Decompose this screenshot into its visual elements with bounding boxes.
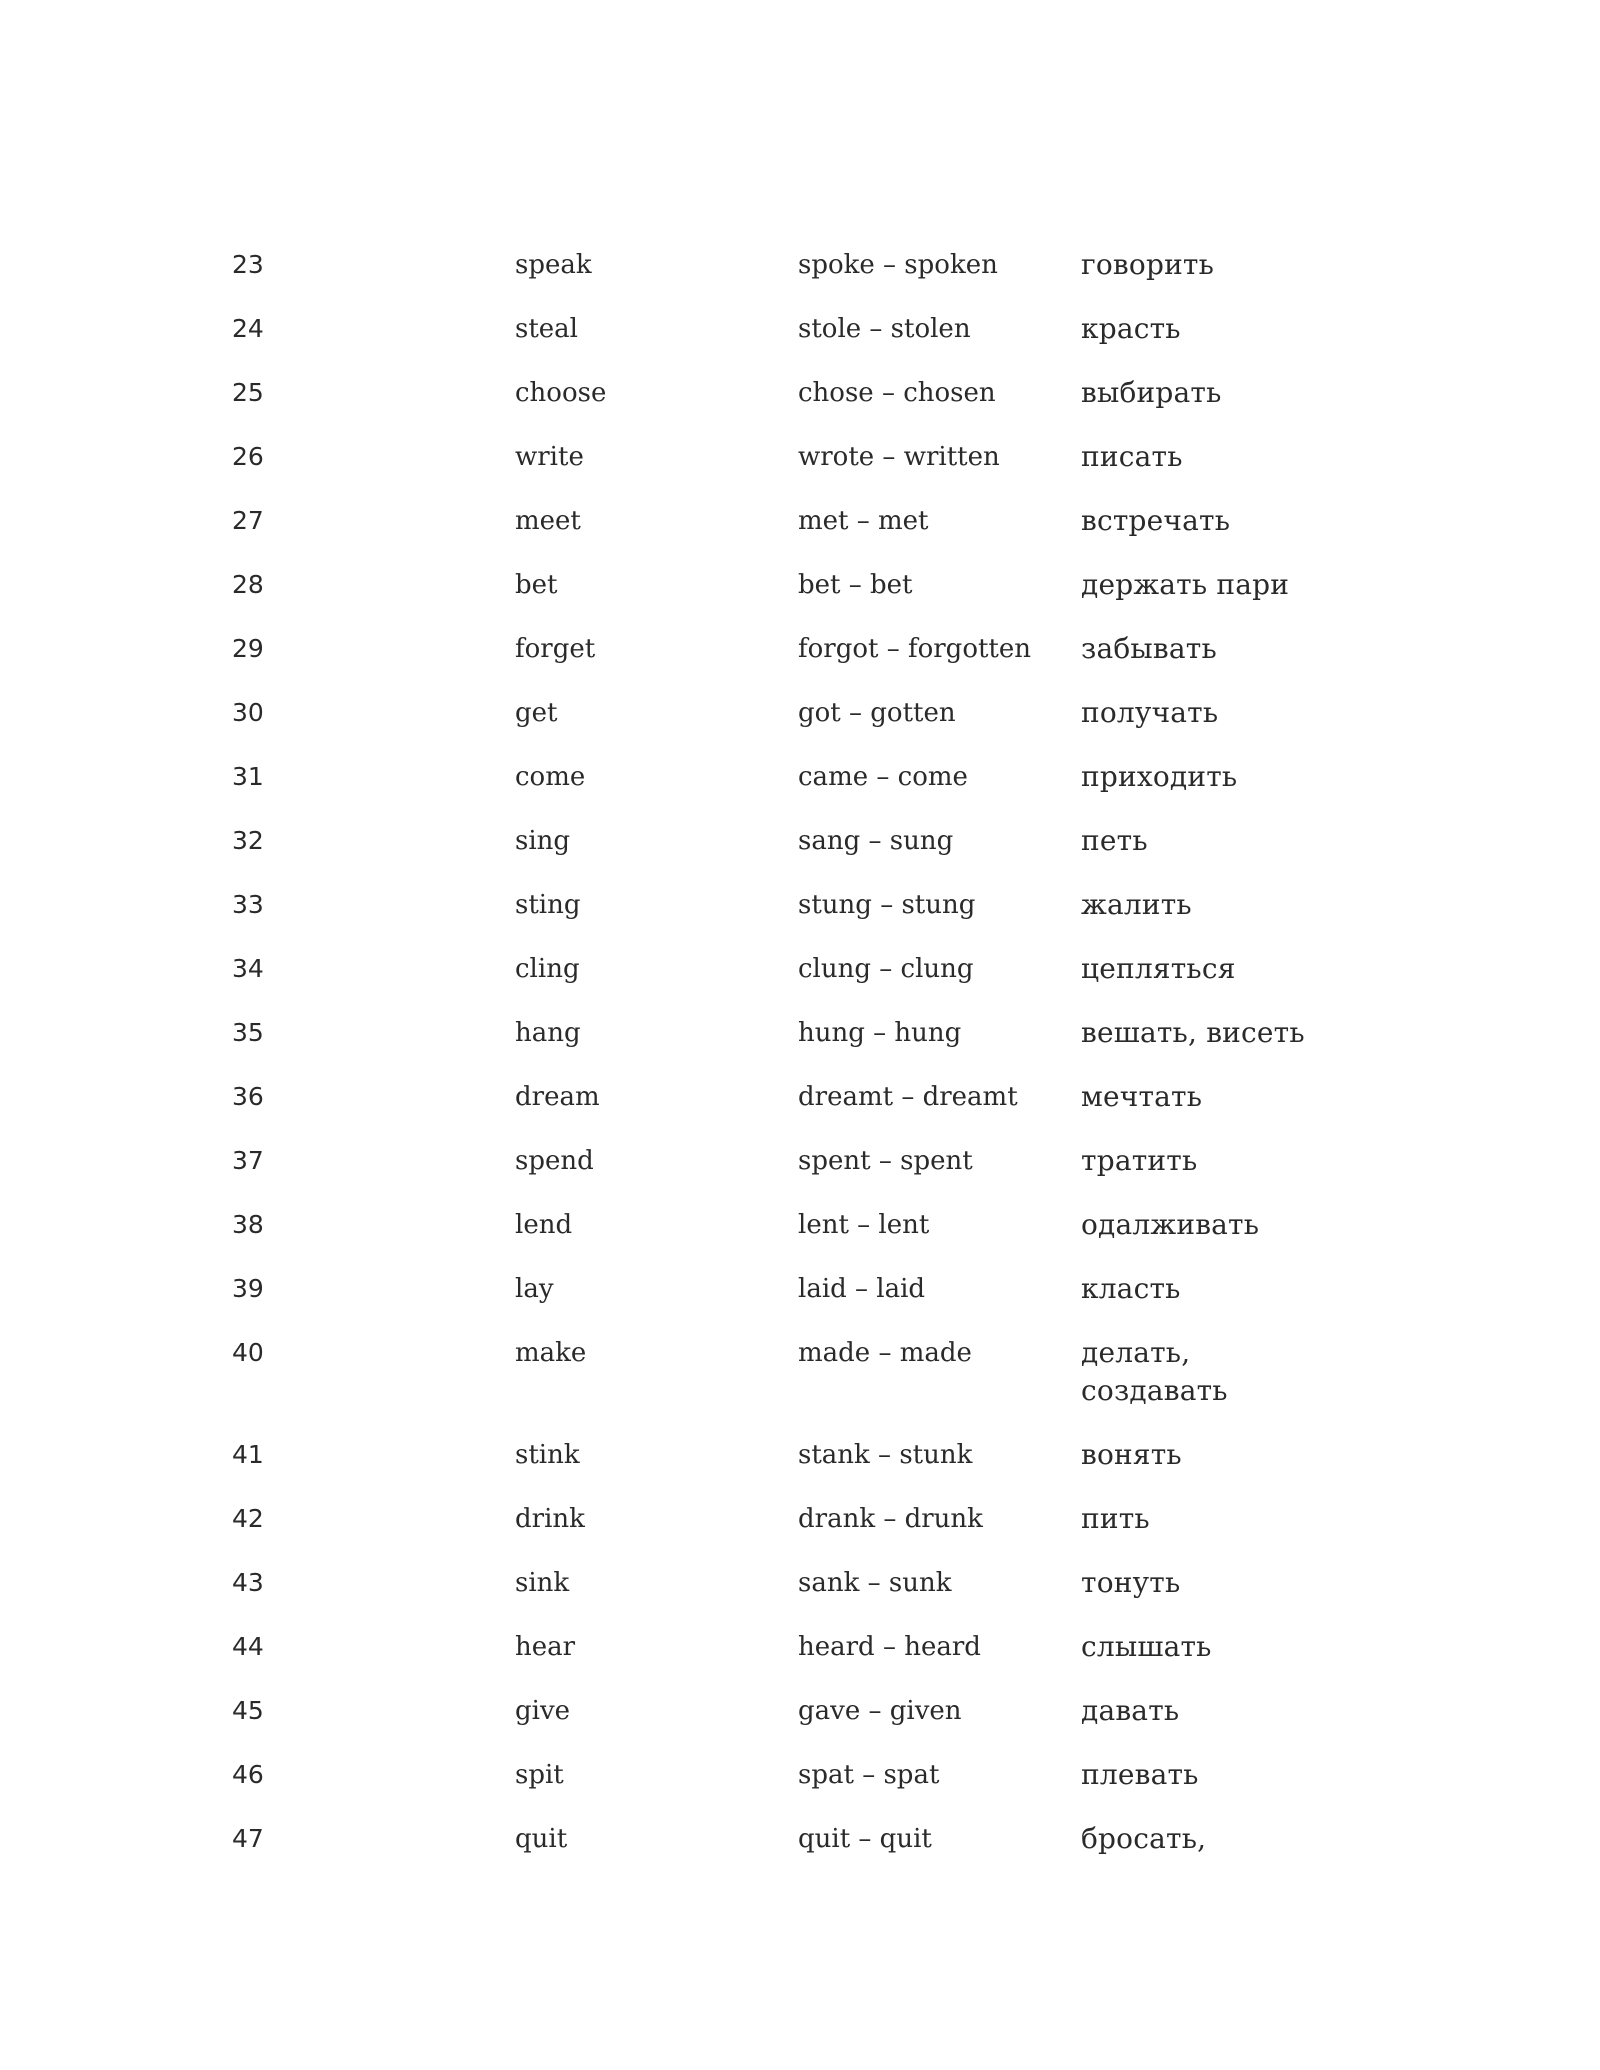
translation: красть: [1081, 312, 1181, 345]
past-forms: came – come: [798, 762, 968, 792]
base-form: speak: [515, 250, 592, 280]
base-form: spend: [515, 1146, 594, 1176]
translation: писать: [1081, 440, 1183, 473]
past-forms: clung – clung: [798, 954, 974, 984]
base-form: give: [515, 1696, 571, 1726]
past-forms: bet – bet: [798, 570, 913, 600]
base-form: forget: [515, 634, 596, 664]
table-row: [232, 1270, 1372, 1334]
past-forms: forgot – forgotten: [798, 634, 1032, 664]
row-number: 35: [232, 1018, 264, 1047]
past-forms: got – gotten: [798, 698, 956, 728]
base-form: sink: [515, 1568, 570, 1598]
translation: вешать, висеть: [1081, 1016, 1305, 1049]
table-row: [232, 822, 1372, 886]
past-forms: spat – spat: [798, 1760, 940, 1790]
base-form: spit: [515, 1760, 564, 1790]
table-row: [232, 1692, 1372, 1756]
row-number: 25: [232, 378, 264, 407]
table-row: [232, 566, 1372, 630]
base-form: lend: [515, 1210, 573, 1240]
table-row: [232, 758, 1372, 822]
table-row: [232, 502, 1372, 566]
translation: тонуть: [1081, 1566, 1181, 1599]
table-row: [232, 950, 1372, 1014]
row-number: 38: [232, 1210, 264, 1239]
translation: приходить: [1081, 760, 1238, 793]
translation: плевать: [1081, 1758, 1199, 1791]
translation: встречать: [1081, 504, 1231, 537]
table-row: [232, 1820, 1372, 1884]
translation: цепляться: [1081, 952, 1236, 985]
row-number: 23: [232, 250, 264, 279]
row-number: 33: [232, 890, 264, 919]
base-form: choose: [515, 378, 607, 408]
past-forms: dreamt – dreamt: [798, 1082, 1018, 1112]
base-form: stink: [515, 1440, 580, 1470]
translation: забывать: [1081, 632, 1217, 665]
row-number: 45: [232, 1696, 264, 1725]
table-row: [232, 1014, 1372, 1078]
row-number: 24: [232, 314, 264, 343]
translation: одалживать: [1081, 1208, 1260, 1241]
base-form: sing: [515, 826, 571, 856]
past-forms: wrote – written: [798, 442, 1000, 472]
base-form: get: [515, 698, 558, 728]
base-form: make: [515, 1338, 587, 1368]
past-forms: spoke – spoken: [798, 250, 998, 280]
past-forms: hung – hung: [798, 1018, 962, 1048]
row-number: 36: [232, 1082, 264, 1111]
table-row: [232, 886, 1372, 950]
past-forms: heard – heard: [798, 1632, 981, 1662]
base-form: sting: [515, 890, 581, 920]
translation: класть: [1081, 1272, 1181, 1305]
translation: слышать: [1081, 1630, 1212, 1663]
table-row: [232, 630, 1372, 694]
past-forms: stank – stunk: [798, 1440, 973, 1470]
table-row: [232, 1500, 1372, 1564]
row-number: 44: [232, 1632, 264, 1661]
table-row: [232, 1628, 1372, 1692]
past-forms: spent – spent: [798, 1146, 973, 1176]
base-form: hang: [515, 1018, 581, 1048]
table-row: [232, 1564, 1372, 1628]
translation: получать: [1081, 696, 1219, 729]
table-row: [232, 374, 1372, 438]
base-form: steal: [515, 314, 578, 344]
row-number: 28: [232, 570, 264, 599]
table-row: [232, 1334, 1372, 1436]
past-forms: quit – quit: [798, 1824, 932, 1854]
row-number: 43: [232, 1568, 264, 1597]
past-forms: gave – given: [798, 1696, 962, 1726]
row-number: 32: [232, 826, 264, 855]
row-number: 26: [232, 442, 264, 471]
base-form: drink: [515, 1504, 585, 1534]
row-number: 40: [232, 1338, 264, 1367]
row-number: 47: [232, 1824, 264, 1853]
translation: пить: [1081, 1502, 1150, 1535]
row-number: 30: [232, 698, 264, 727]
past-forms: sank – sunk: [798, 1568, 952, 1598]
row-number: 34: [232, 954, 264, 983]
translation: жалить: [1081, 888, 1192, 921]
irregular-verbs-table: [232, 246, 1372, 1884]
base-form: bet: [515, 570, 558, 600]
base-form: come: [515, 762, 586, 792]
base-form: quit: [515, 1824, 568, 1854]
table-row: [232, 1206, 1372, 1270]
base-form: meet: [515, 506, 581, 536]
past-forms: laid – laid: [798, 1274, 926, 1304]
row-number: 29: [232, 634, 264, 663]
table-row: [232, 438, 1372, 502]
translation: тратить: [1081, 1144, 1198, 1177]
table-row: [232, 1142, 1372, 1206]
translation: говорить: [1081, 248, 1215, 281]
table-row: [232, 1756, 1372, 1820]
translation: выбирать: [1081, 376, 1222, 409]
row-number: 39: [232, 1274, 264, 1303]
row-number: 31: [232, 762, 264, 791]
table-row: [232, 310, 1372, 374]
past-forms: stung – stung: [798, 890, 976, 920]
past-forms: lent – lent: [798, 1210, 930, 1240]
base-form: write: [515, 442, 584, 472]
base-form: dream: [515, 1082, 600, 1112]
row-number: 41: [232, 1440, 264, 1469]
table-row: [232, 694, 1372, 758]
past-forms: made – made: [798, 1338, 972, 1368]
translation: давать: [1081, 1694, 1180, 1727]
base-form: hear: [515, 1632, 576, 1662]
translation: бросать,: [1081, 1822, 1207, 1855]
row-number: 42: [232, 1504, 264, 1533]
translation: петь: [1081, 824, 1148, 857]
translation: делать, создавать: [1081, 1336, 1228, 1407]
row-number: 37: [232, 1146, 264, 1175]
row-number: 46: [232, 1760, 264, 1789]
table-row: [232, 1436, 1372, 1500]
past-forms: chose – chosen: [798, 378, 996, 408]
past-forms: stole – stolen: [798, 314, 971, 344]
translation: мечтать: [1081, 1080, 1203, 1113]
base-form: lay: [515, 1274, 554, 1304]
past-forms: met – met: [798, 506, 929, 536]
translation: вонять: [1081, 1438, 1182, 1471]
row-number: 27: [232, 506, 264, 535]
base-form: cling: [515, 954, 580, 984]
past-forms: sang – sung: [798, 826, 954, 856]
translation: держать пари: [1081, 568, 1290, 601]
table-row: [232, 246, 1372, 310]
past-forms: drank – drunk: [798, 1504, 983, 1534]
table-row: [232, 1078, 1372, 1142]
